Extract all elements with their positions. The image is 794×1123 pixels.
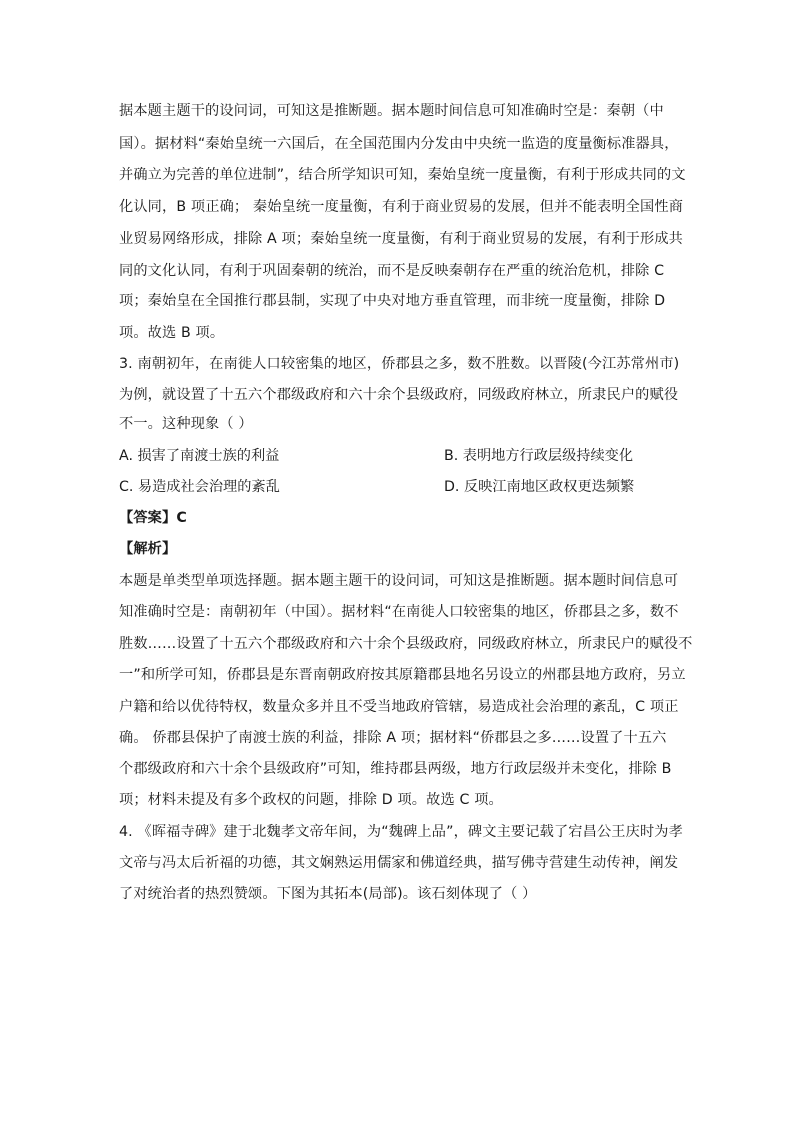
answer-label: 【答案】C xyxy=(119,510,187,526)
question-stem-line: 了对统治者的热烈赞颂。下图为其拓本(局部)。该石刻体现了（ ） xyxy=(119,886,537,902)
explanation-line: 国）。据材料“秦始皇统一六国后，在全国范围内分发由中央统一监造的度量衡标准器具， xyxy=(119,136,679,152)
option-b: B. 表明地方行政层级持续变化 xyxy=(444,448,634,464)
question-stem-line: 不一。这种现象（ ） xyxy=(119,416,253,432)
analysis-line: 确。 侨郡县保护了南渡士族的利益，排除 A 项；据材料“侨郡县之多……设置了十五六 xyxy=(119,730,667,746)
analysis-line: 知准确时空是：南朝初年（中国）。据材料“在南徙人口较密集的地区，侨郡县之多，数不 xyxy=(119,604,679,620)
option-d: D. 反映江南地区政权更迭频繁 xyxy=(444,479,635,495)
question-stem-line: 3. 南朝初年，在南徙人口较密集的地区，侨郡县之多，数不胜数。以晋陵(今江苏常州市) xyxy=(119,356,680,372)
option-c: C. 易造成社会治理的紊乱 xyxy=(119,479,280,495)
option-a: A. 损害了南渡士族的利益 xyxy=(119,448,280,464)
analysis-line: 项；材料未提及有多个政权的问题，排除 D 项。故选 C 项。 xyxy=(119,792,503,808)
explanation-line: 并确立为完善的单位进制”，结合所学知识可知，秦始皇统一度量衡，有利于形成共同的文 xyxy=(119,167,686,183)
analysis-line: 户籍和给以优待特权，数量众多并且不受当地政府管辖，易造成社会治理的紊乱，C 项正 xyxy=(119,699,679,715)
explanation-line: 项；秦始皇在全国推行郡县制，实现了中央对地方垂直管理，而非统一度量衡，排除 D xyxy=(119,293,666,309)
analysis-line: 个郡级政府和六十余个县级政府”可知，维持郡县两级，地方行政层级并未变化，排除 B xyxy=(119,761,672,777)
analysis-line: 本题是单类型单项选择题。据本题主题干的设问词，可知这是推断题。据本题时间信息可 xyxy=(119,573,679,589)
question-stem-line: 4. 《晖福寺碑》建于北魏孝文帝年间，为“魏碑上品”，碑文主要记载了宕昌公王庆时为孝 xyxy=(119,824,683,840)
explanation-line: 据本题主题干的设问词，可知这是推断题。据本题时间信息可知准确时空是：秦朝（中 xyxy=(119,103,664,119)
question-stem-line: 为例，就设置了十五六个郡级政府和六十余个县级政府，同级政府林立，所隶民户的赋役 xyxy=(119,387,679,403)
explanation-line: 项。故选 B 项。 xyxy=(119,325,225,341)
explanation-line: 化认同，B 项正确； 秦始皇统一度量衡，有利于商业贸易的发展，但并不能表明全国性商 xyxy=(119,199,684,215)
analysis-line: 一”和所学可知，侨郡县是东晋南朝政府按其原籍郡县地名另设立的州郡县地方政府，另立 xyxy=(119,667,686,683)
question-stem-line: 文帝与冯太后祈福的功德，其文娴熟运用儒家和佛道经典，描写佛寺营建生动传神，阐发 xyxy=(119,855,679,871)
explanation-line: 业贸易网络形成，排除 A 项；秦始皇统一度量衡，有利于商业贸易的发展，有利于形成共 xyxy=(119,231,684,247)
analysis-heading: 【解析】 xyxy=(119,541,177,557)
explanation-line: 同的文化认同，有利于巩固秦朝的统治，而不是反映秦朝存在严重的统治危机，排除 C xyxy=(119,263,665,279)
analysis-line: 胜数……设置了十五六个郡级政府和六十余个县级政府，同级政府林立，所隶民户的赋役不 xyxy=(119,636,693,652)
